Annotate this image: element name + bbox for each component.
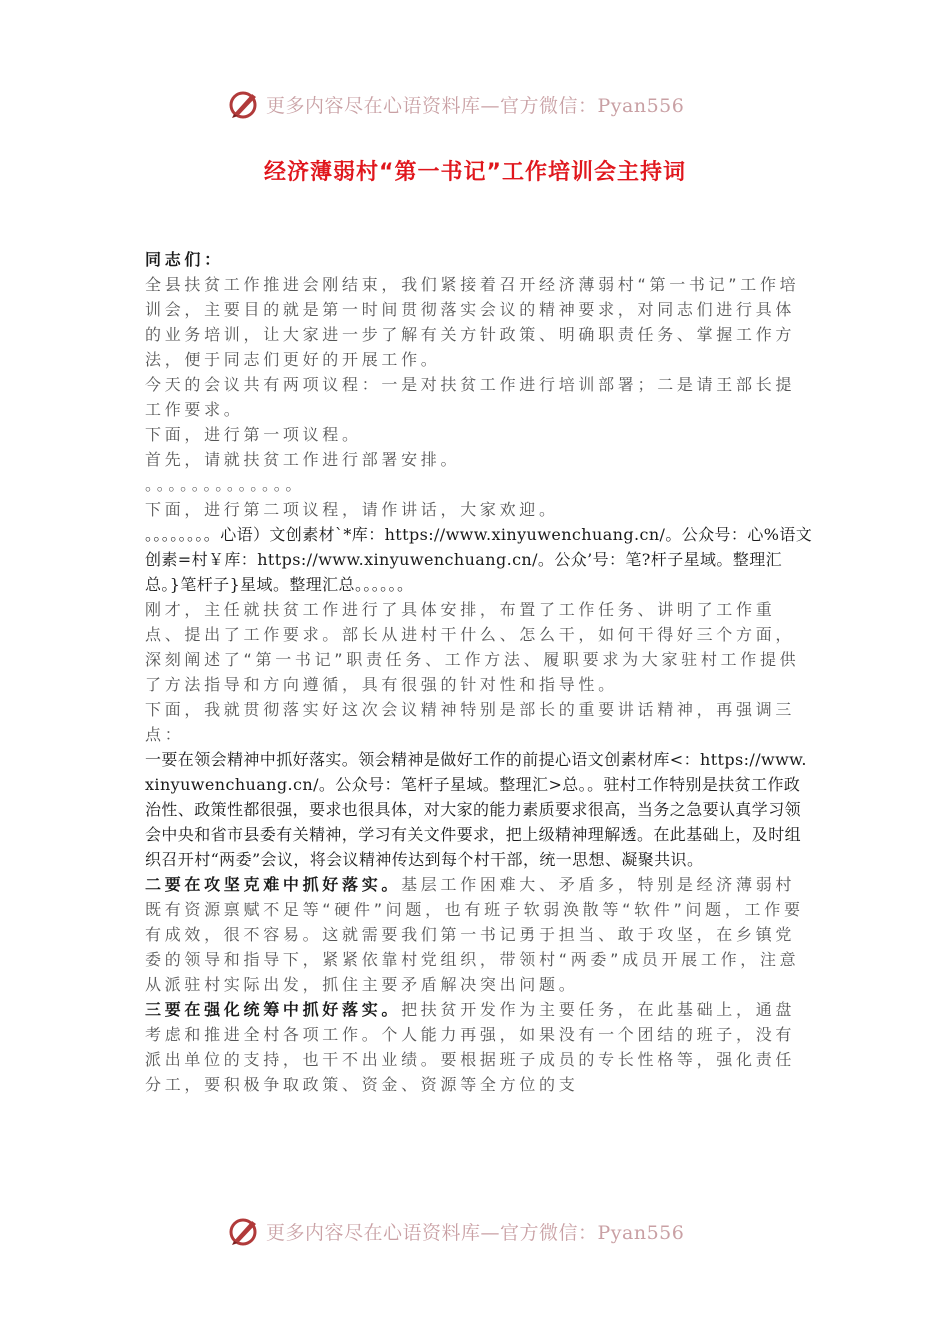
paragraph: 下面，进行第二项议程，请作讲话，大家欢迎。 [145, 500, 559, 519]
banner-text: 更多内容尽在心语资料库—官方微信：Pyan556 [266, 1221, 685, 1244]
point-two-body: 基层工作困难大、矛盾多，特别是经济薄弱村既有资源禀赋不足等“硬件”问题，也有班子软弱涣散等“软件”问题，工作要有成效，很不容易。这就需要我们第一书记勇于担当、敢于攻坚，在乡镇党委的领导和指导下，紧紧依靠村党组织，带领村“两委”成员开展工作，注意从派驻村实际出发，抓住主要矛盾解决突出问题。 [145, 875, 804, 994]
document-body [145, 247, 813, 1097]
point-three-heading: 三要在强化统筹中抓好落实。 [145, 1000, 402, 1019]
point-three-body: 把扶贫开发作为主要任务，在此基础上，通盘考虑和推进全村各项工作。个人能力再强，如果没有一个团结的班子，没有派出单位的支持，也干不出业绩。要根据班子成员的专长性格等，强化责任分工，要积极争取政策、资金、资源等全方位的支 [145, 1000, 796, 1094]
paragraph: 。。。。。。。。。。。。。 [145, 475, 306, 494]
paragraph: 下面，进行第一项议程。 [145, 425, 362, 444]
paragraph: 首先，请就扶贫工作进行部署安排。 [145, 450, 461, 469]
point-two-heading: 二要在攻坚克难中抓好落实。 [145, 875, 402, 894]
banner-text: 更多内容尽在心语资料库—官方微信：Pyan556 [266, 94, 685, 117]
point-three [145, 997, 813, 1097]
paragraph: 全县扶贫工作推进会刚结束，我们紧接着召开经济薄弱村“第一书记”工作培训会，主要目的就是第一时间贯彻落实会议的精神要求，对同志们进行具体的业务培训，让大家进一步了解有关方针政策、明确职责任务、掌握工作方法，便于同志们更好的开展工作。 [145, 275, 800, 369]
paragraph: 今天的会议共有两项议程：一是对扶贫工作进行培训部署；二是请王部长提工作要求。 [145, 375, 796, 419]
inserted-watermark-text: 。。。。。。。。心语）文创素材`*库：https://www.xinyuwenchuang.cn/。公众号：心%语文创素=村￥库：https://www.xinyuwenchuang.cn/。公众’号：笔?杆子星域。整理汇总。}笔杆子}星域。整理汇总。。。。。。 [145, 525, 813, 594]
pen-circle-logo-icon [228, 1215, 260, 1247]
point-one: 一要在领会精神中抓好落实。领会精神是做好工作的前提心语文创素材库<：https://www.xinyuwenchuang.cn/。公众号：笔杆子星域。整理汇>总。。驻村工作特别是扶贫工作政治性、政策性都很强，要求也很具体，对大家的能力素质要求很高，当务之急要认真学习领会中央和省市县委有关精神，学习有关文件要求，把上级精神理解透。在此基础上，及时组织召开村“两委”会议，将会议精神传达到每个村干部，统一思想、凝聚共识。 [145, 750, 807, 869]
paragraph: 刚才，主任就扶贫工作进行了具体安排，布置了工作任务、讲明了工作重点、提出了工作要求。部长从进村干什么、怎么干，如何干得好三个方面，深刻阐述了“第一书记”职责任务、工作方法、履职要求为大家驻村工作提供了方法指导和方向遵循，具有很强的针对性和指导性。 [145, 600, 800, 694]
point-two [145, 872, 813, 997]
footer-banner [228, 1211, 684, 1251]
paragraph: 下面，我就贯彻落实好这次会议精神特别是部长的重要讲话精神，再强调三点： [145, 700, 796, 744]
document-title: 经济薄弱村“第一书记”工作培训会主持词 [264, 160, 686, 185]
header-banner [228, 84, 684, 124]
salutation: 同志们： [145, 250, 224, 269]
pen-circle-logo-icon [228, 88, 260, 120]
